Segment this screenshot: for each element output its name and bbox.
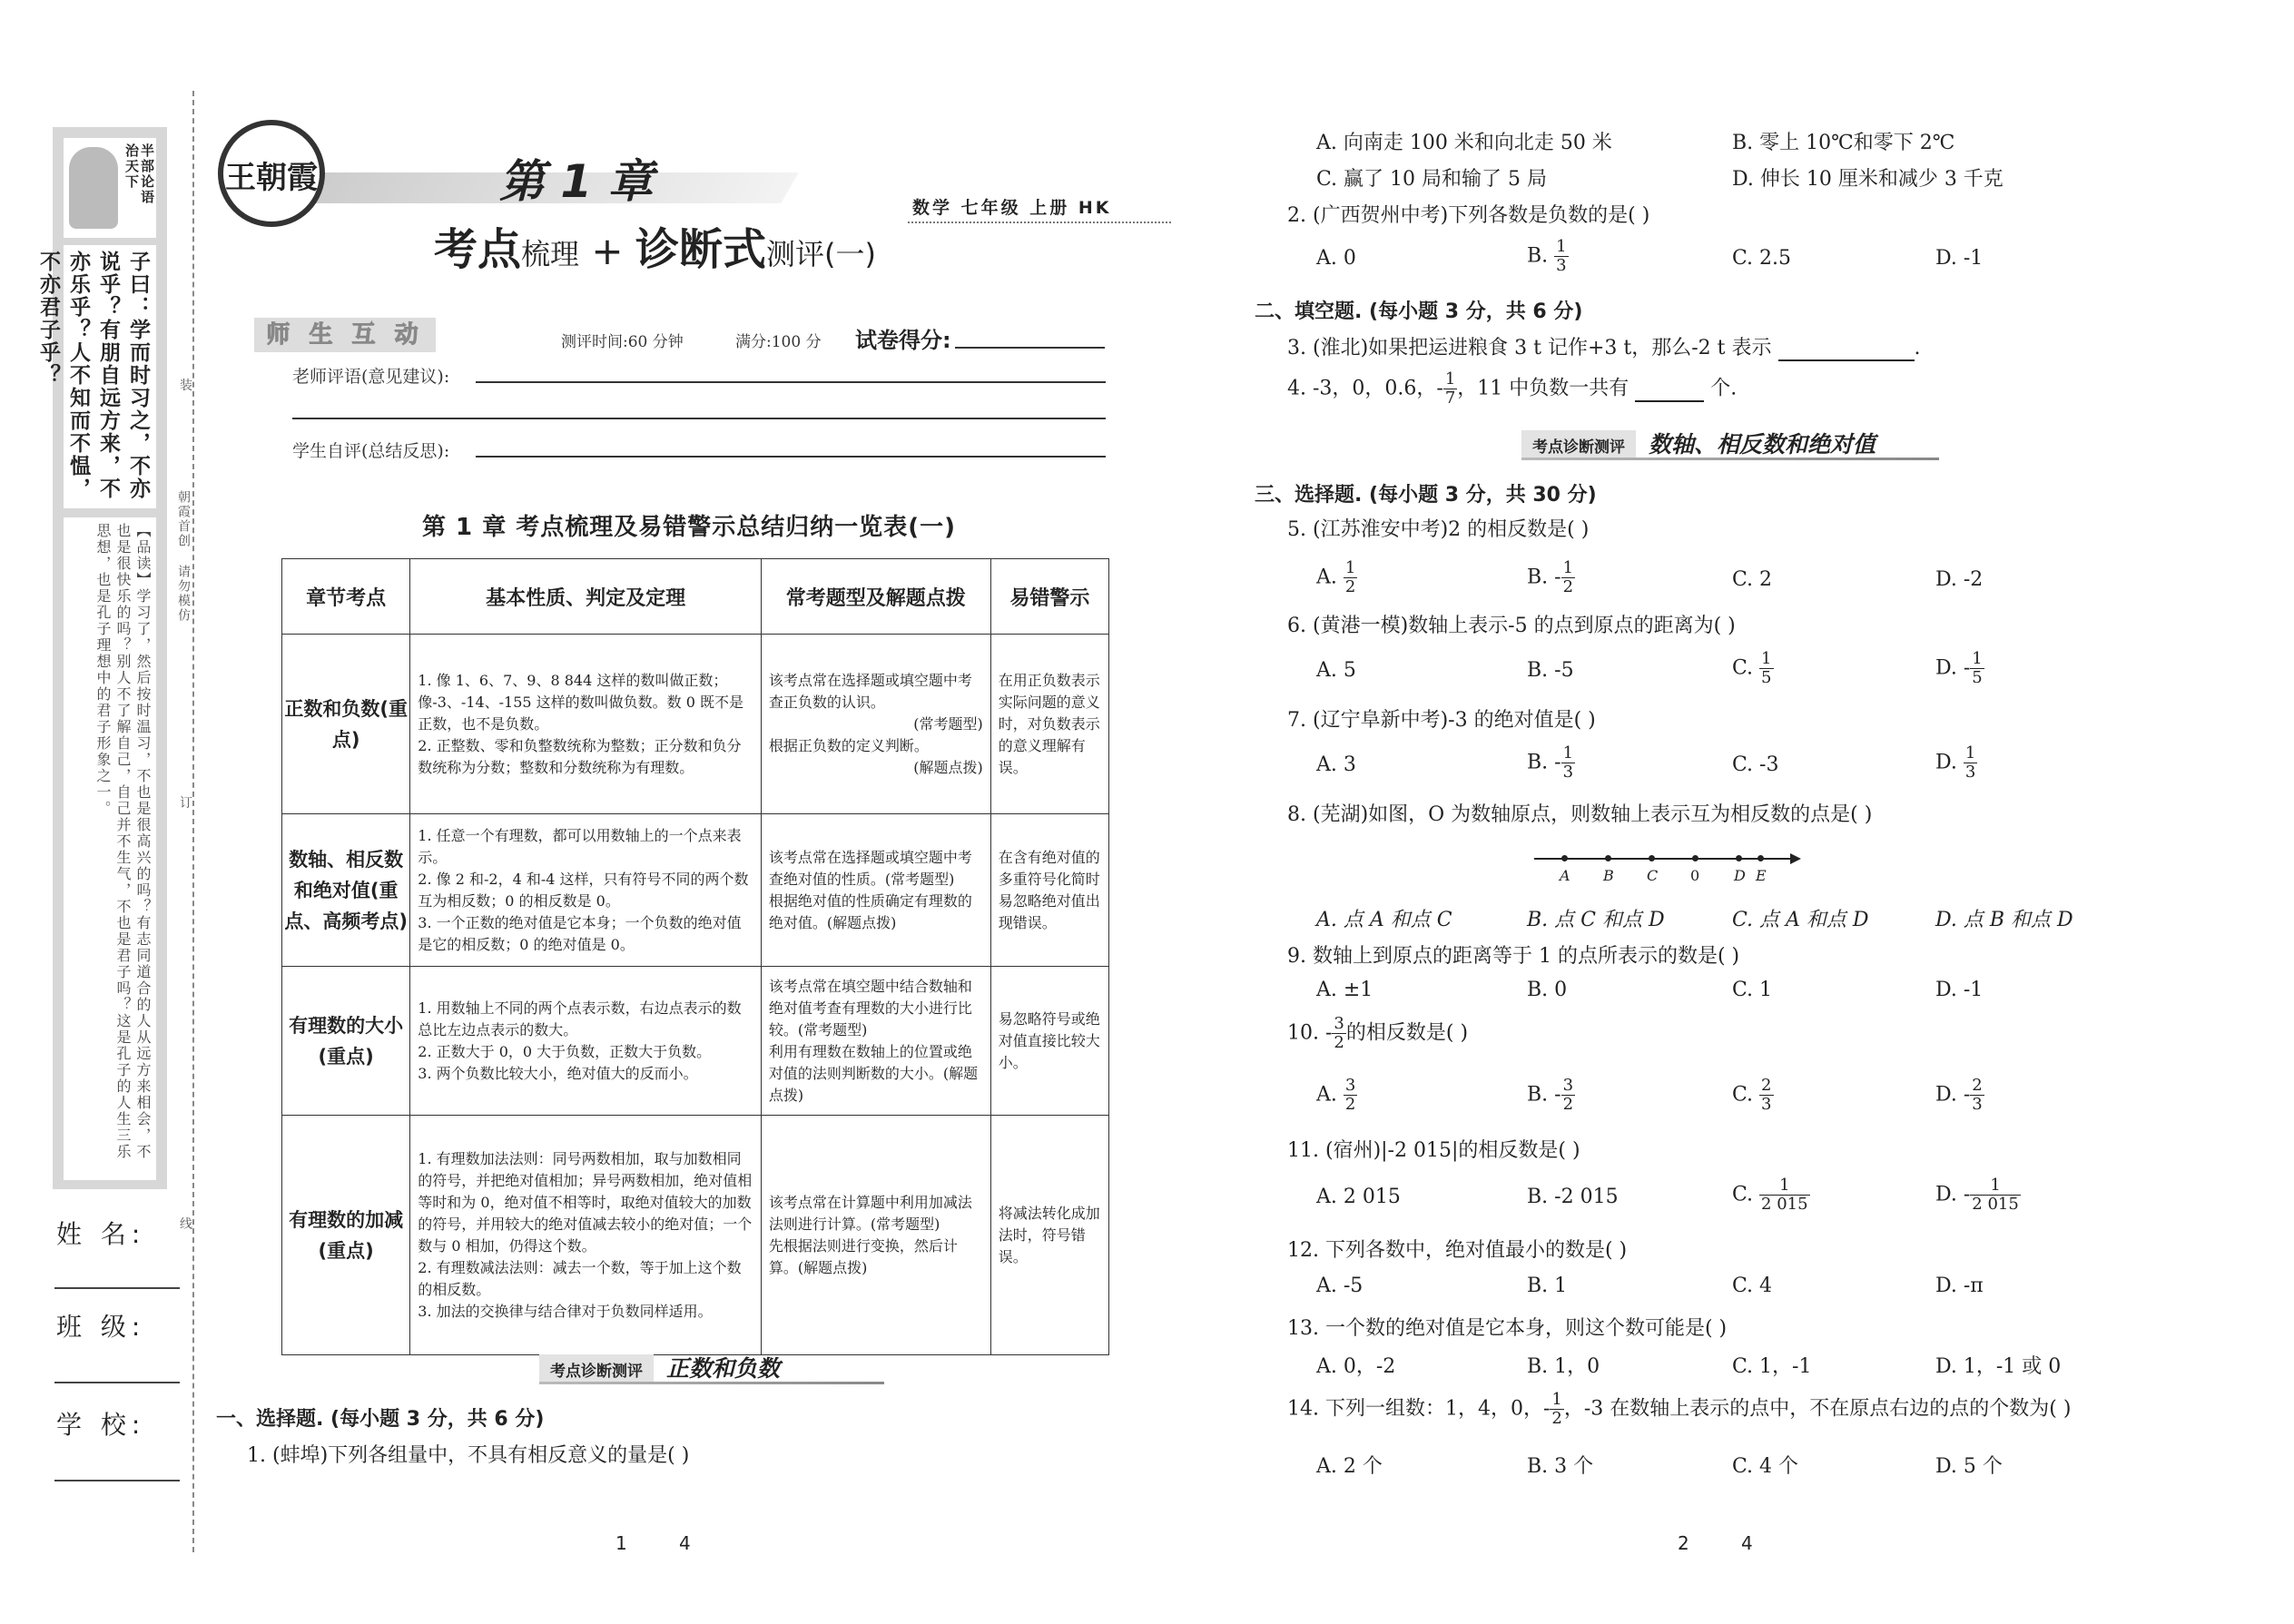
tips-cell: 该考点常在计算题中利用加减法法则进行计算。(常考题型) 先根据法则进行变换，然后计算。(解题点拨) xyxy=(761,1116,990,1355)
series-title: 半部论语 治天下 xyxy=(123,143,155,205)
quote-reading: 【品读】学习了，然后按时温习，不也是很高兴的吗？有志同道合的人从远方来相会，不也是很快乐的吗？别人不了解自己，自己并不生气，不也是君子吗？这是孔子的人生三乐思想，也是孔子理想中的君子形象之一。 xyxy=(64,517,156,1180)
warning-cell: 在含有绝对值的多重符号化简时易忽略绝对值出现错误。 xyxy=(990,814,1108,967)
option: D. - $\frac{2}{3}$ xyxy=(1935,1076,1983,1114)
axis-point xyxy=(1561,855,1568,861)
score-label: 试卷得分: xyxy=(855,328,951,353)
tips-cell: 该考点常在填空题中结合数轴和绝对值考查有理数的大小进行比较。(常考题型) 利用有理数在数轴上的位置或绝对值的法则判断数的大小。(解题点拨) xyxy=(761,967,990,1116)
option: C. $\frac{1}{2 015}$ xyxy=(1732,1176,1808,1214)
option: A. $\frac{1}{2}$ xyxy=(1316,558,1356,596)
question-6: 6. (黄港一模)数轴上表示-5 的点到原点的距离为( ) xyxy=(1287,615,1736,637)
column-header: 基本性质、判定及定理 xyxy=(410,559,762,635)
section-heading: 三、选择题. (每小题 3 分，共 30 分) xyxy=(1255,484,1597,507)
option: B. -2 015 xyxy=(1527,1186,1619,1208)
option: A. 3 xyxy=(1316,753,1356,776)
question-2: 2. (广西贺州中考)下列各数是负数的是( ) xyxy=(1287,204,1650,227)
tips-cell: 该考点常在选择题或填空题中考查绝对值的性质。(常考题型) 根据绝对值的性质确定有理数的绝对值。(解题点拨) xyxy=(761,814,990,967)
option: A. $\frac{3}{2}$ xyxy=(1316,1076,1356,1114)
option: C. 点 A 和点 D xyxy=(1732,909,1869,931)
answer-blank[interactable] xyxy=(1778,337,1915,361)
answer-blank[interactable] xyxy=(1635,378,1704,402)
full-score: 满分:100 分 xyxy=(735,333,822,351)
teacher-comment-field[interactable] xyxy=(292,418,1106,419)
option: D. -2 xyxy=(1935,568,1984,591)
section-banner-positive-negative xyxy=(539,1351,780,1382)
option: B. 零上 10℃和零下 2℃ xyxy=(1732,132,1955,154)
axis-label: C xyxy=(1647,867,1659,884)
test-time: 测评时间:60 分钟 xyxy=(561,333,684,351)
axis-point xyxy=(1649,855,1655,861)
warning-cell: 在用正负数表示实际问题的意义时，对负数表示的意义理解有误。 xyxy=(990,635,1108,814)
props-cell: 1. 任意一个有理数，都可以用数轴上的一个点来表示。 2. 像 2 和-2，4 和-4 这样，只有符号不同的两个数互为相反数；0 的相反数是 0。 3. 一个正数的绝对值是它本身；一个负数的绝对值是它的相反数；0 的绝对值是 0。 xyxy=(410,814,762,967)
axis-point xyxy=(1605,855,1611,861)
banner-title: 正数和负数 xyxy=(666,1355,781,1382)
copyright-note: 朝霞首创 请勿模仿 xyxy=(176,490,191,623)
topic-cell: 数轴、相反数和绝对值(重点、高频考点) xyxy=(282,814,410,967)
column-header: 章节考点 xyxy=(282,559,410,635)
question-12: 12. 下列各数中，绝对值最小的数是( ) xyxy=(1287,1239,1628,1262)
name-label: 姓 名: xyxy=(56,1219,146,1249)
topic-cell: 有理数的加减(重点) xyxy=(282,1116,410,1355)
name-field[interactable] xyxy=(54,1287,180,1289)
table-row xyxy=(282,814,1109,967)
scholar-icon xyxy=(69,147,118,229)
axis-point xyxy=(1692,855,1698,861)
option: A. 2 015 xyxy=(1316,1186,1401,1208)
option: B. 0 xyxy=(1527,979,1568,1001)
option: D. 点 B 和点 D xyxy=(1935,909,2073,931)
table-header-row xyxy=(282,559,1109,635)
option: D. - $\frac{1}{2 015}$ xyxy=(1935,1176,2019,1214)
number-line-arrow xyxy=(1790,853,1801,864)
option: C. 赢了 10 局和输了 5 局 xyxy=(1316,168,1547,191)
option: B. - $\frac{3}{2}$ xyxy=(1527,1076,1574,1114)
axis-label: B xyxy=(1603,867,1614,884)
chapter-title: 第 1 章 xyxy=(499,155,654,208)
cut-mark: 线 xyxy=(180,1213,192,1235)
banner-arrow xyxy=(539,1382,884,1384)
score-field[interactable] xyxy=(955,347,1105,349)
banner-tag: 考点诊断测评 xyxy=(1521,430,1636,460)
banner-tag: 考点诊断测评 xyxy=(539,1354,654,1384)
option: D. $\frac{1}{3}$ xyxy=(1935,743,1976,782)
column-header: 常考题型及解题点拨 xyxy=(761,559,990,635)
question-14: 14. 下列一组数：1，4，0，- $\frac{1}{2}$ ，-3 在数轴上表示的点中，不在原点右边的点的个数为( ) xyxy=(1287,1390,2072,1428)
class-field[interactable] xyxy=(54,1382,180,1383)
question-1: 1. (蚌埠)下列各组量中，不具有相反意义的量是( ) xyxy=(247,1444,690,1467)
option: B. 3 个 xyxy=(1527,1455,1594,1478)
option: B. - $\frac{1}{2}$ xyxy=(1527,558,1574,596)
question-7: 7. (辽宁阜新中考)-3 的绝对值是( ) xyxy=(1287,709,1596,732)
confucius-quote: 子曰：学而时习之，不亦说乎？有朋自远方来，不亦乐乎？人不知而不愠，不亦君子乎？ xyxy=(64,245,156,508)
header-rule xyxy=(908,221,1171,223)
page-number: 2 4 xyxy=(1678,1532,1753,1554)
option: C. 2 xyxy=(1732,568,1773,591)
school-label: 学 校: xyxy=(56,1410,146,1440)
school-field[interactable] xyxy=(54,1480,180,1481)
question-4: 4. -3，0，0.6，- $\frac{1}{7}$ ，11 中负数一共有 个. xyxy=(1287,369,1738,408)
series-card xyxy=(64,138,156,238)
option: C. 1 xyxy=(1732,979,1773,1001)
section-banner-number-line xyxy=(1521,427,1876,458)
question-13: 13. 一个数的绝对值是它本身，则这个数可能是( ) xyxy=(1287,1317,1728,1340)
cut-line xyxy=(192,91,194,1552)
question-5: 5. (江苏淮安中考)2 的相反数是( ) xyxy=(1287,518,1590,541)
class-label: 班 级: xyxy=(56,1312,146,1342)
option: D. 伸长 10 厘米和减少 3 千克 xyxy=(1732,168,2004,191)
question-8: 8. (芜湖)如图，O 为数轴原点，则数轴上表示互为相反数的点是( ) xyxy=(1287,803,1873,826)
cut-mark: 装 xyxy=(180,374,192,396)
axis-label: D xyxy=(1734,867,1746,884)
self-review-label: 学生自评(总结反思): xyxy=(292,441,450,461)
props-cell: 1. 像 1、6、7、9、8 844 这样的数叫做正数；像-3、-14、-155 这样的数叫做负数。数 0 既不是正数，也不是负数。 2. 正整数、零和负整数统称为整数；正分数和负分数统称为分数；整数和分数统称为有理数。 xyxy=(410,635,762,814)
option: B. -5 xyxy=(1527,659,1574,682)
option: B. - $\frac{1}{3}$ xyxy=(1527,743,1574,782)
option: D. 5 个 xyxy=(1935,1455,2003,1478)
option: D. -π xyxy=(1935,1275,1984,1297)
interaction-badge: 师 生 互 动 xyxy=(254,318,436,352)
brand-logo: 王朝霞 xyxy=(218,120,325,227)
option: B. 1，0 xyxy=(1527,1355,1600,1378)
warning-cell: 将减法转化成加法时，符号错误。 xyxy=(990,1116,1108,1355)
option: C. $\frac{1}{5}$ xyxy=(1732,649,1772,687)
banner-title: 数轴、相反数和绝对值 xyxy=(1649,431,1876,458)
table-row xyxy=(282,1116,1109,1355)
topic-cell: 有理数的大小(重点) xyxy=(282,967,410,1116)
option: D. -1 xyxy=(1935,247,1984,270)
axis-point xyxy=(1757,855,1764,861)
question-3: 3. (淮北)如果把运进粮食 3 t 记作+3 t，那么-2 t 表示 . xyxy=(1287,337,1921,359)
axis-label: 0 xyxy=(1690,867,1700,884)
topic-cell: 正数和负数(重点) xyxy=(282,635,410,814)
table-title: 第 1 章 考点梳理及易错警示总结归纳一览表(一) xyxy=(422,514,957,541)
warning-cell: 易忽略符号或绝对值直接比较大小。 xyxy=(990,967,1108,1116)
option: C. $\frac{2}{3}$ xyxy=(1732,1076,1772,1114)
axis-point xyxy=(1736,855,1742,861)
option: C. 1，-1 xyxy=(1732,1355,1812,1378)
option: A. -5 xyxy=(1316,1275,1364,1297)
option: C. 2.5 xyxy=(1732,247,1792,270)
option: A. 0 xyxy=(1316,247,1356,270)
axis-label: E xyxy=(1756,867,1767,884)
table-row xyxy=(282,635,1109,814)
number-line xyxy=(1534,858,1797,884)
tips-cell: 该考点常在选择题或填空题中考查正负数的认识。 (常考题型) 根据正负数的定义判断。 (解题点拨) xyxy=(761,635,990,814)
option: D. -1 xyxy=(1935,979,1984,1001)
table-row xyxy=(282,967,1109,1116)
page-number: 1 4 xyxy=(615,1532,691,1554)
option: D. - $\frac{1}{5}$ xyxy=(1935,649,1983,687)
section-heading: 一、选择题. (每小题 3 分，共 6 分) xyxy=(216,1408,545,1431)
option: D. 1，-1 或 0 xyxy=(1935,1355,2062,1378)
axis-label: A xyxy=(1560,867,1570,884)
cut-mark: 订 xyxy=(180,792,192,813)
option: C. 4 个 xyxy=(1732,1455,1799,1478)
question-10: 10. - $\frac{3}{2}$ 的相反数是( ) xyxy=(1287,1014,1469,1052)
option: A. ±1 xyxy=(1316,979,1373,1001)
option: B. $\frac{1}{3}$ xyxy=(1527,237,1567,275)
props-cell: 1. 有理数加法法则：同号两数相加，取与加数相同的符号，并把绝对值相加；异号两数相加，绝对值相等时和为 0，绝对值不相等时，取绝对值较大的加数的符号，并用较大的绝对值减去较小的绝对值；一个数与 0 相加，仍得这个数。 2. 有理数减法法则：减去一个数，等于加上这个数的相反数。 3. 加法的交换律与结合律对于负数同样适用。 xyxy=(410,1116,762,1355)
props-cell: 1. 用数轴上不同的两个点表示数，右边点表示的数总比左边点表示的数大。 2. 正数大于 0，0 大于负数，正数大于负数。 3. 两个负数比较大小，绝对值大的反而小。 xyxy=(410,967,762,1116)
banner-arrow xyxy=(1521,458,1939,460)
summary-table xyxy=(281,558,1109,1355)
teacher-comment-field[interactable] xyxy=(476,381,1106,383)
grade-label: 数学 七年级 上册 HK xyxy=(912,198,1112,218)
option: C. -3 xyxy=(1732,753,1779,776)
option: B. 点 C 和点 D xyxy=(1527,909,1665,931)
option: A. 点 A 和点 C xyxy=(1316,909,1452,931)
option: B. 1 xyxy=(1527,1275,1568,1297)
option: A. 2 个 xyxy=(1316,1455,1383,1478)
question-9: 9. 数轴上到原点的距离等于 1 的点所表示的数是( ) xyxy=(1287,945,1740,968)
section-heading: 二、填空题. (每小题 3 分，共 6 分) xyxy=(1255,300,1583,323)
option: A. 5 xyxy=(1316,659,1356,682)
column-header: 易错警示 xyxy=(990,559,1108,635)
teacher-comment-label: 老师评语(意见建议): xyxy=(292,367,450,387)
option: A. 向南走 100 米和向北走 50 米 xyxy=(1316,132,1612,154)
self-review-field[interactable] xyxy=(476,456,1106,458)
question-11: 11. (宿州)|-2 015|的相反数是( ) xyxy=(1287,1139,1580,1162)
option: A. 0，-2 xyxy=(1316,1355,1396,1378)
page-subtitle: 考点梳理 + 诊断式测评(一) xyxy=(434,224,876,275)
option: C. 4 xyxy=(1732,1275,1773,1297)
